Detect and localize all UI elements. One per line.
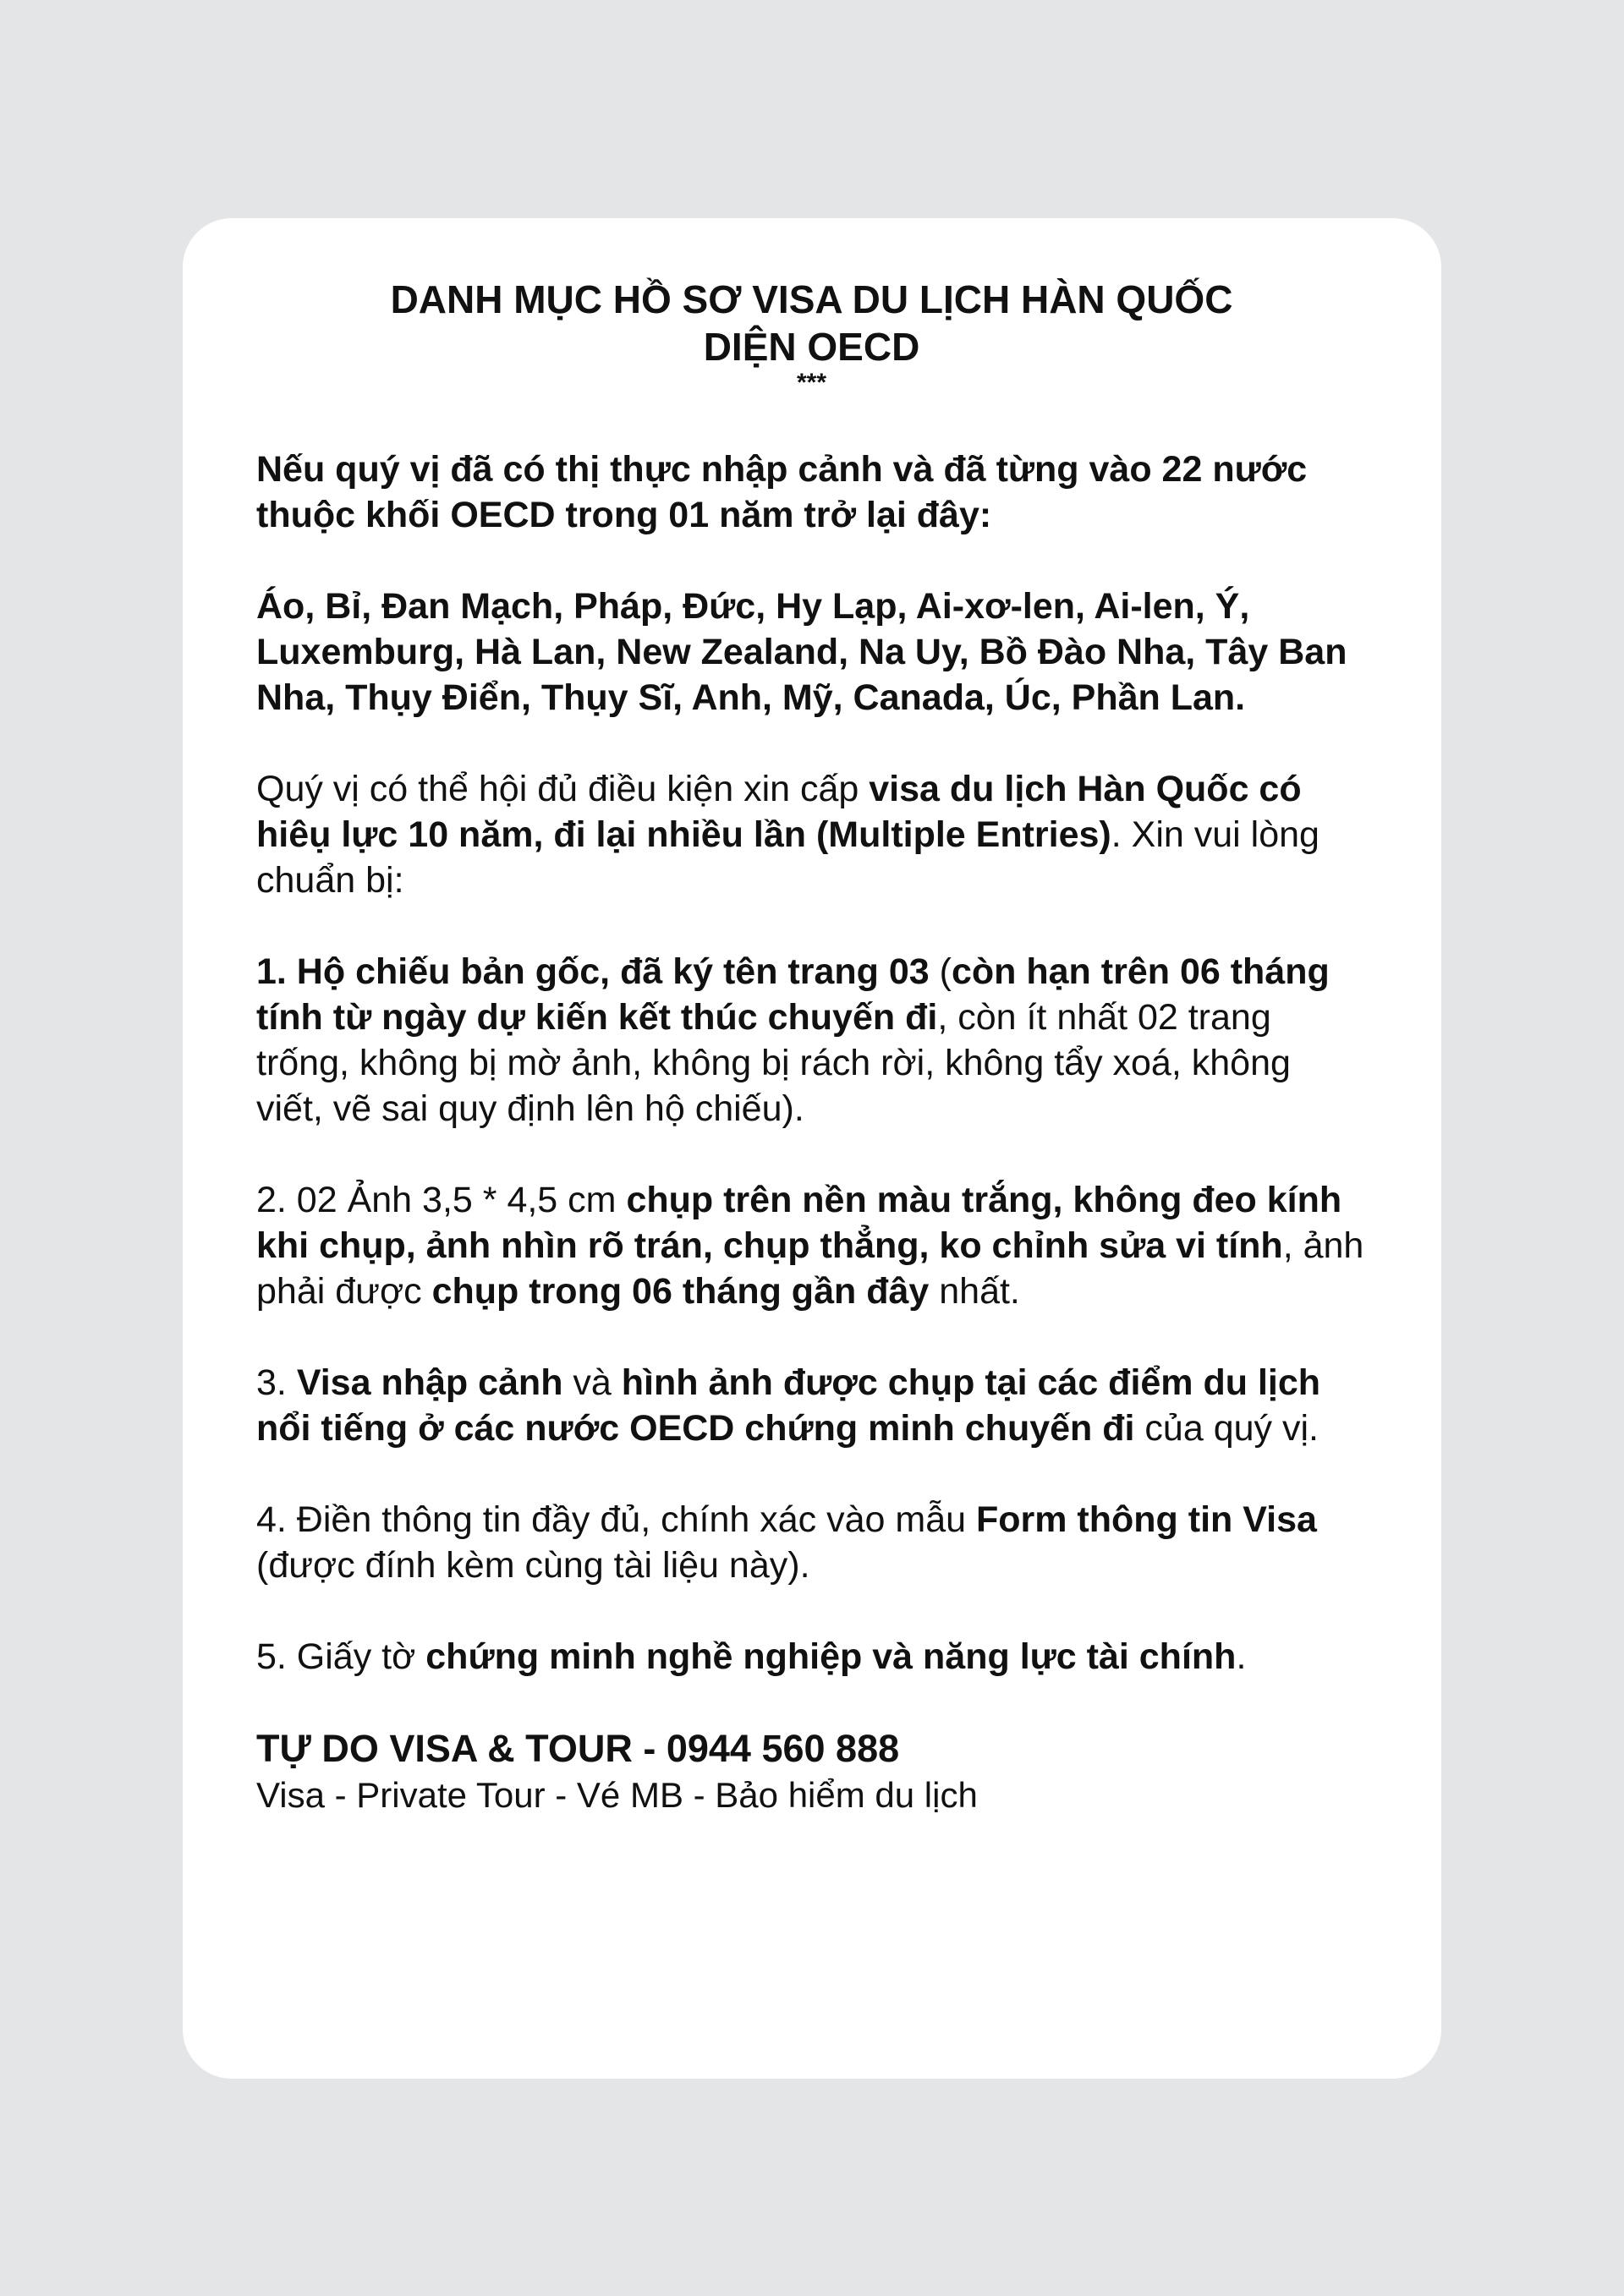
item-3-text-1: 3. bbox=[256, 1362, 297, 1403]
eligibility-text-2: . Xin vui lòng chuẩn bị: bbox=[256, 814, 1320, 901]
title-stars: *** bbox=[796, 369, 827, 397]
item-3-text-3: của quý vị. bbox=[1134, 1408, 1319, 1449]
item-4-form bbox=[256, 1497, 1367, 1588]
item-1-passport bbox=[256, 949, 1367, 1132]
eligibility-text-1: Quý vị có thể hội đủ điều kiện xin cấp bbox=[256, 769, 870, 809]
item-5-documents bbox=[256, 1634, 1367, 1680]
eligibility-paragraph bbox=[256, 766, 1367, 903]
item-4-text-2: (được đính kèm cùng tài liệu này). bbox=[256, 1545, 810, 1586]
item-5-text-1: 5. Giấy tờ bbox=[256, 1636, 426, 1677]
item-2-bold-1: chụp trên nền màu trắng, không đeo kính khi chụp, ảnh nhìn rõ trán, chụp thẳng, ko chỉnh sửa vi tính bbox=[256, 1180, 1342, 1266]
item-3-visa-photos bbox=[256, 1360, 1367, 1451]
item-5-bold-1: chứng minh nghề nghiệp và năng lực tài chính bbox=[425, 1636, 1237, 1677]
item-2-text-1: 2. 02 Ảnh 3,5 * 4,5 cm bbox=[256, 1180, 627, 1220]
item-1-text-1: ( bbox=[929, 951, 952, 992]
company-contact: TỰ DO VISA & TOUR - 0944 560 888 bbox=[256, 1727, 900, 1770]
intro-paragraph: Nếu quý vị đã có thị thực nhập cảnh và đã từng vào 22 nước thuộc khối OECD trong 01 năm trở lại đây: bbox=[256, 449, 1308, 535]
item-3-bold-1: Visa nhập cảnh bbox=[296, 1362, 563, 1403]
item-5-text-2: . bbox=[1236, 1636, 1247, 1677]
item-1-bold-2: còn hạn trên 06 tháng tính từ ngày dự kiến kết thúc chuyến đi bbox=[256, 951, 1330, 1038]
item-3-text-2: và bbox=[562, 1362, 622, 1403]
title-line-1: DANH MỤC HỒ SƠ VISA DU LỊCH HÀN QUỐC bbox=[390, 277, 1233, 321]
countries-paragraph: Áo, Bỉ, Đan Mạch, Pháp, Đức, Hy Lạp, Ai-xơ-len, Ai-len, Ý, Luxemburg, Hà Lan, New Zealand, Na Uy, Bồ Đào Nha, Tây Ban Nha, Thụy Điển, Thụy Sĩ, Anh, Mỹ, Canada, Úc, Phần Lan. bbox=[256, 586, 1347, 718]
item-2-photos bbox=[256, 1177, 1367, 1314]
title-line-2: DIỆN OECD bbox=[703, 325, 920, 369]
item-2-text-3: nhất. bbox=[929, 1271, 1020, 1312]
item-4-text-1: 4. Điền thông tin đầy đủ, chính xác vào mẫu bbox=[256, 1499, 976, 1540]
item-1-text-2: , còn ít nhất 02 trang trống, không bị mờ ảnh, không bị rách rời, không tẩy xoá, không viết, vẽ sai quy định lên hộ chiếu). bbox=[256, 997, 1291, 1129]
document-title bbox=[256, 276, 1367, 370]
item-3-bold-2: hình ảnh được chụp tại các điểm du lịch nổi tiếng ở các nước OECD chứng minh chuyến đi bbox=[256, 1362, 1321, 1449]
item-4-bold-1: Form thông tin Visa bbox=[975, 1499, 1317, 1540]
item-1-bold-1: 1. Hộ chiếu bản gốc, đã ký tên trang 03 bbox=[256, 951, 930, 992]
company-services: Visa - Private Tour - Vé MB - Bảo hiểm du lịch bbox=[256, 1775, 978, 1815]
item-2-text-2: , ảnh phải được bbox=[256, 1225, 1364, 1312]
document-card bbox=[183, 218, 1441, 2079]
item-2-bold-2: chụp trong 06 tháng gần đây bbox=[431, 1271, 930, 1312]
eligibility-bold-1: visa du lịch Hàn Quốc có hiêụ lực 10 năm, đi lại nhiều lần (Multiple Entries) bbox=[256, 769, 1302, 855]
